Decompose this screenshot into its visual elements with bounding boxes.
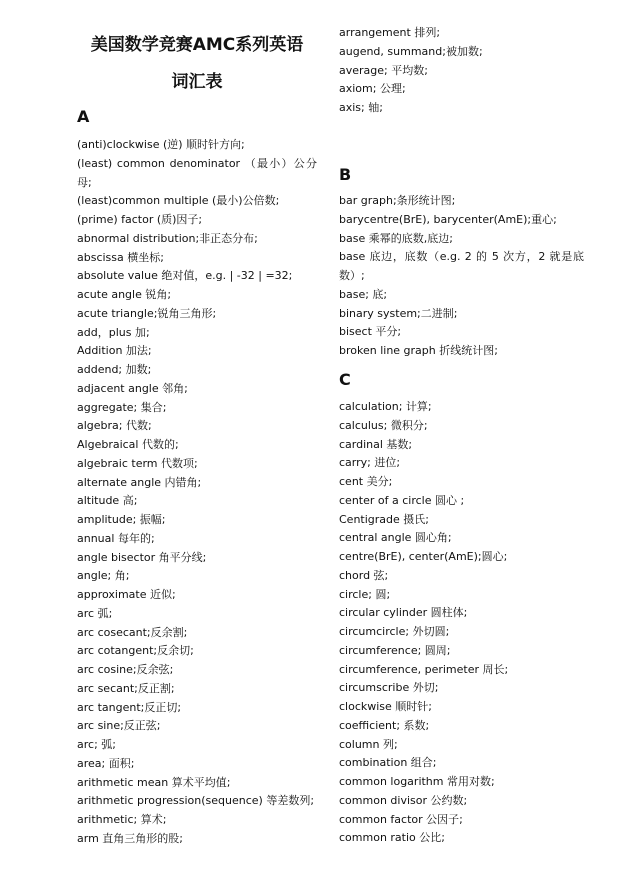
entry-list-b: [339, 192, 584, 361]
list-item: annual 每年的;: [77, 531, 155, 545]
list-item: carry; 进位;: [339, 456, 401, 470]
list-item: axiom; 公理;: [339, 82, 406, 96]
list-item: addend; 加数;: [77, 363, 152, 376]
list-item: bar graph;条形统计图;: [339, 194, 456, 207]
list-item: arm 直角三角形的股;: [77, 831, 183, 845]
section-heading-a: A: [77, 107, 90, 126]
list-item: arc cotangent;反余切;: [77, 644, 194, 658]
list-item: calculus; 微积分;: [339, 418, 428, 432]
list-item: Algebraical 代数的;: [77, 438, 179, 451]
list-item: average; 平均数;: [339, 63, 428, 77]
list-item: circumference, perimeter 周长;: [339, 662, 509, 676]
document-title-line1: 美国数学竞赛AMC系列英语: [90, 35, 304, 55]
list-item: cardinal 基数;: [339, 437, 413, 451]
list-item: arc cosine;反余弦;: [77, 663, 174, 676]
list-item: add，plus 加;: [77, 325, 150, 339]
list-item: broken line graph 折线统计图;: [339, 344, 498, 357]
list-item: circular cylinder 圆柱体;: [339, 606, 468, 620]
list-item: acute angle 锐角;: [77, 288, 172, 301]
list-item: (least) common denominator （最小）公分母;: [77, 156, 317, 189]
list-item: absolute value 绝对值，e.g. | -32 | =32;: [77, 269, 293, 283]
list-item: Centigrade 摄氏;: [339, 512, 429, 526]
section-heading-c: C: [339, 370, 351, 389]
list-item: calculation; 计算;: [339, 400, 432, 413]
list-item: angle; 角;: [77, 569, 130, 583]
list-item: circle; 圆;: [339, 587, 391, 601]
list-item: cent 美分;: [339, 475, 393, 488]
list-item: alternate angle 内错角;: [77, 475, 202, 489]
entry-list-a-continued: [339, 24, 584, 118]
list-item: binary system;二进制;: [339, 306, 458, 320]
list-item: aggregate; 集合;: [77, 400, 167, 414]
list-item: circumcircle; 外切圆;: [339, 625, 450, 638]
list-item: arc secant;反正割;: [77, 681, 175, 695]
list-item: central angle 圆心角;: [339, 531, 452, 545]
list-item: base 底边，底数（e.g. 2 的 5 次方，2 就是底数）;: [339, 250, 584, 282]
list-item: abscissa 横坐标;: [77, 250, 164, 264]
list-item: clockwise 顺时针;: [339, 700, 433, 713]
list-item: circumference; 圆周;: [339, 643, 451, 657]
list-item: chord 弦;: [339, 568, 389, 582]
list-item: arc 弧;: [77, 606, 113, 620]
list-item: common logarithm 常用对数;: [339, 775, 495, 788]
list-item: abnormal distribution;非正态分布;: [77, 231, 258, 245]
section-heading-b: B: [339, 165, 352, 184]
list-item: acute triangle;锐角三角形;: [77, 306, 217, 320]
entry-list-c: [339, 398, 584, 848]
list-item: arc sine;反正弦;: [77, 719, 161, 733]
list-item: barycentre(BrE), barycenter(AmE);重心;: [339, 212, 557, 226]
list-item: augend, summand;被加数;: [339, 44, 483, 58]
list-item: area; 面积;: [77, 756, 135, 770]
list-item: bisect 平分;: [339, 325, 402, 339]
list-item: arithmetic; 算术;: [77, 813, 167, 826]
list-item: altitude 高;: [77, 494, 138, 508]
list-item: circumscribe 外切;: [339, 681, 439, 695]
list-item: axis; 轴;: [339, 101, 383, 114]
list-item: common factor 公因子;: [339, 812, 463, 826]
list-item: adjacent angle 邻角;: [77, 381, 188, 395]
list-item: combination 组合;: [339, 756, 437, 770]
list-item: column 列;: [339, 737, 398, 751]
list-item: (anti)clockwise (逆) 顺时针方向;: [77, 138, 245, 151]
list-item: approximate 近似;: [77, 588, 176, 601]
list-item: center of a circle 圆心 ;: [339, 493, 465, 507]
list-item: centre(BrE), center(AmE);圆心;: [339, 550, 508, 563]
list-item: algebra; 代数;: [77, 419, 152, 433]
list-item: common ratio 公比;: [339, 831, 445, 845]
list-item: arc cosecant;反余割;: [77, 625, 188, 639]
list-item: base 乘幂的底数,底边;: [339, 231, 453, 245]
list-item: (least)common multiple (最小)公倍数;: [77, 194, 280, 208]
list-item: common divisor 公约数;: [339, 793, 468, 807]
list-item: Addition 加法;: [77, 344, 152, 358]
list-item: arc; 弧;: [77, 738, 116, 751]
list-item: arrangement 排列;: [339, 26, 441, 39]
list-item: arithmetic progression(sequence) 等差数列;: [77, 794, 315, 808]
list-item: angle bisector 角平分线;: [77, 550, 207, 564]
list-item: base; 底;: [339, 287, 388, 301]
list-item: arc tangent;反正切;: [77, 700, 182, 714]
list-item: amplitude; 振幅;: [77, 513, 166, 526]
list-item: arithmetic mean 算术平均值;: [77, 775, 231, 789]
list-item: (prime) factor (质)因子;: [77, 213, 203, 226]
list-item: coefficient; 系数;: [339, 718, 430, 732]
document-title-line2: 词汇表: [171, 72, 223, 92]
entry-list-a: [77, 136, 317, 849]
list-item: algebraic term 代数项;: [77, 456, 198, 470]
